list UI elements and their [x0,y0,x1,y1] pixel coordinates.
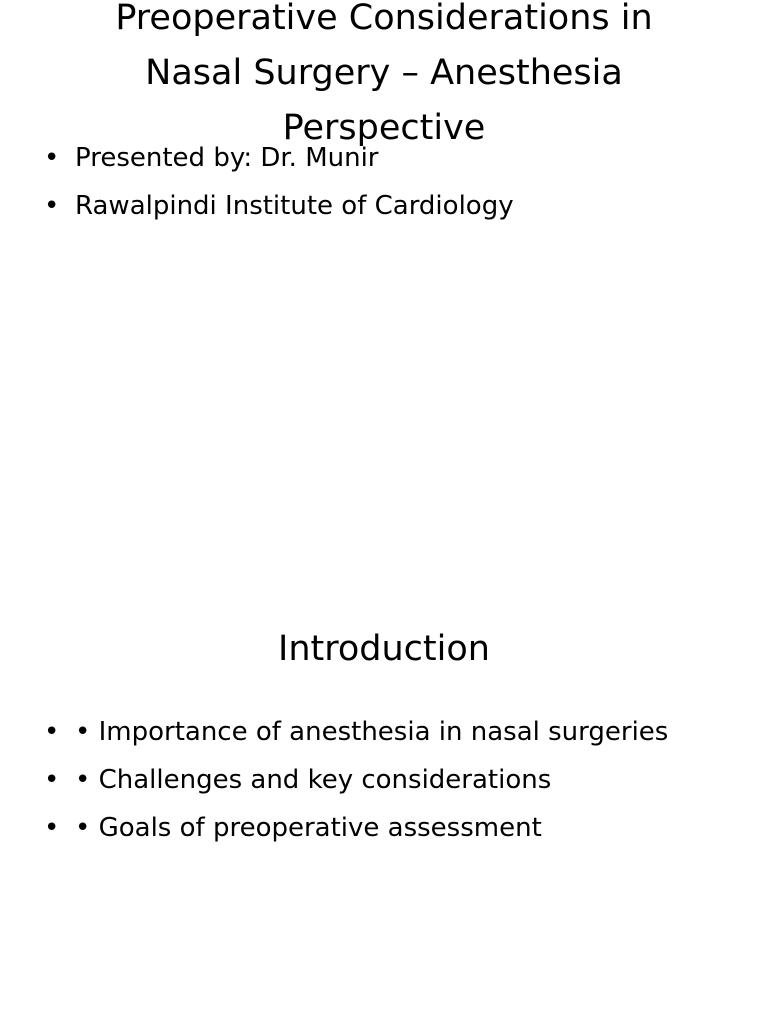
slide-title [0,622,768,677]
bullet-text: • Importance of anesthesia in nasal surgeries [75,717,669,747]
bullet-mark: • [44,717,60,747]
bullet-text: • Challenges and key considerations [75,765,552,795]
slide-title [0,0,768,156]
bullet-list [44,716,668,860]
bullet-mark: • [44,765,60,795]
title-line: Introduction [278,629,490,669]
bullet-item [44,190,514,222]
bullet-list [44,142,514,238]
bullet-text: • Goals of preoperative assessment [75,813,542,843]
bullet-text: Presented by: Dr. Munir [75,143,379,173]
bullet-mark: • [44,143,60,173]
title-line: Perspective [282,108,486,148]
title-line: Nasal Surgery – Anesthesia [145,53,623,93]
title-line: Preoperative Considerations in [115,0,653,38]
bullet-item [44,142,514,174]
bullet-item [44,812,668,844]
bullet-text: Rawalpindi Institute of Cardiology [75,191,514,221]
slide-introduction [0,512,768,1024]
bullet-mark: • [44,813,60,843]
bullet-mark: • [44,191,60,221]
bullet-item [44,716,668,748]
bullet-item [44,764,668,796]
